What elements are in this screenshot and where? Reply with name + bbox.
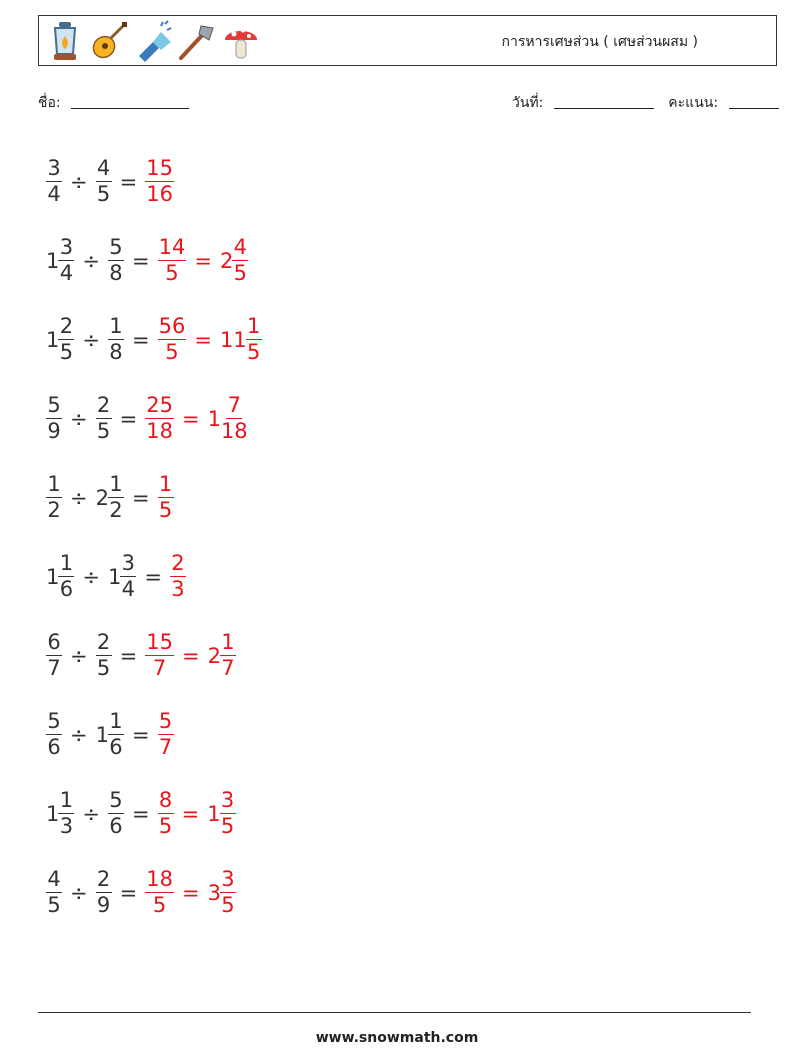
numerator: 5 [47,709,61,733]
mixed-number [108,788,124,839]
mixed-number [46,393,62,444]
denominator: 5 [220,814,235,838]
fraction [46,709,62,760]
divide-sign: ÷ [70,643,88,668]
problem-row [46,379,262,458]
mixed-number [158,472,174,523]
fraction [58,788,74,839]
numerator: 1 [59,551,74,575]
mixed-number [208,867,236,918]
fraction [96,156,112,207]
fraction [145,867,174,918]
header-icons [45,20,261,62]
fraction [158,235,187,286]
fraction [58,551,74,602]
denominator: 16 [146,182,173,206]
name-field [38,92,189,114]
divide-sign: ÷ [82,564,100,589]
lantern-icon [45,20,85,62]
fraction [158,709,174,760]
mixed-number [46,630,62,681]
divide-sign: ÷ [82,248,100,273]
numerator: 5 [47,393,61,417]
mixed-number [158,314,187,365]
problem-row [46,616,262,695]
fraction [96,630,112,681]
problem-row [46,300,262,379]
divide-sign: ÷ [70,406,88,431]
numerator: 5 [158,709,173,733]
mixed-number [220,235,248,286]
fraction [220,867,236,918]
denominator: 5 [47,893,61,917]
problem-row [46,695,262,774]
fraction [108,314,124,365]
numerator: 56 [158,314,186,338]
equals-sign: = [131,801,150,826]
equals-sign: = [131,485,150,510]
mixed-number [208,630,236,681]
mixed-number [96,156,112,207]
date-score-fields [512,92,779,114]
mixed-number [46,867,62,918]
score-label: คะแนน: [668,95,719,111]
equals-sign: = [194,327,212,352]
mixed-number [46,472,62,523]
denominator: 5 [158,498,173,522]
denominator: 9 [47,419,61,443]
answer [158,709,174,760]
fraction [58,314,74,365]
fraction [220,393,249,444]
mixed-number [108,551,136,602]
date-blank [554,94,654,109]
numerator: 5 [109,235,123,259]
footer-divider [38,1012,751,1013]
problem-row [46,853,262,932]
fraction [232,235,248,286]
mixed-number [96,393,112,444]
answer [158,788,236,839]
problem-row [46,221,262,300]
denominator: 18 [146,419,173,443]
answer [145,393,248,444]
date-label: วันที่: [512,95,544,111]
mixed-number [207,788,235,839]
fraction [145,156,174,207]
numerator: 2 [59,314,74,338]
denominator: 18 [220,419,248,443]
denominator: 4 [59,261,74,285]
denominator: 6 [109,735,123,759]
denominator: 5 [59,340,74,364]
mixed-number [158,709,174,760]
equals-sign: = [119,880,138,905]
equals-sign: = [194,248,212,273]
numerator: 1 [109,314,123,338]
whole-part: 1 [46,327,60,352]
mixed-number [46,156,62,207]
answer [145,156,174,207]
name-label: ชื่อ: [38,95,61,111]
mixed-number [220,314,262,365]
equals-sign: = [181,643,200,668]
denominator: 5 [96,419,111,443]
mixed-number [46,709,62,760]
mixed-number [46,788,74,839]
whole-part: 2 [207,643,221,668]
divide-sign: ÷ [70,880,88,905]
numerator: 4 [233,235,247,259]
divide-sign: ÷ [70,485,88,510]
fraction [46,867,62,918]
worksheet-title: การหารเศษส่วน ( เศษส่วนผสม ) [501,34,698,50]
mixed-number [145,630,174,681]
mixed-number [46,551,74,602]
denominator: 5 [96,182,111,206]
fraction [96,393,112,444]
fraction [158,788,174,839]
answer [158,472,174,523]
denominator: 2 [47,498,61,522]
whole-part: 3 [207,880,221,905]
mixed-number [96,630,112,681]
denominator: 3 [171,577,185,601]
denominator: 3 [59,814,74,838]
equals-sign: = [119,406,138,431]
flashlight-icon [133,20,173,62]
numerator: 3 [220,788,235,812]
score-blank [729,94,779,109]
fraction [46,156,62,207]
numerator: 2 [96,393,111,417]
mixed-number [170,551,186,602]
whole-part: 1 [46,564,60,589]
denominator: 5 [158,814,173,838]
equals-sign: = [131,327,150,352]
whole-part: 1 [46,248,60,273]
fraction [145,393,174,444]
numerator: 1 [109,709,123,733]
numerator: 2 [96,630,111,654]
denominator: 6 [109,814,123,838]
denominator: 9 [96,893,111,917]
denominator: 6 [47,735,61,759]
whole-part: 2 [95,485,109,510]
whole-part: 11 [219,327,247,352]
mixed-number [108,314,124,365]
whole-part: 1 [207,406,221,431]
fraction [46,472,62,523]
fraction [220,788,236,839]
mixed-number [145,156,174,207]
numerator: 3 [47,156,61,180]
problem-list [46,142,262,932]
denominator: 5 [165,340,179,364]
denominator: 5 [246,340,261,364]
equals-sign: = [131,722,150,747]
numerator: 4 [47,867,61,891]
mixed-number [108,235,124,286]
whole-part: 1 [46,801,60,826]
fraction [96,867,112,918]
numerator: 1 [246,314,261,338]
axe-icon [177,20,217,62]
fraction [46,630,62,681]
denominator: 4 [121,577,136,601]
fraction [158,314,187,365]
denominator: 7 [152,656,167,680]
mixed-number [46,314,74,365]
equals-sign: = [119,643,138,668]
numerator: 2 [96,867,111,891]
fraction [108,235,124,286]
worksheet-header [38,15,777,66]
fraction [220,630,236,681]
equals-sign: = [181,801,200,826]
divide-sign: ÷ [70,722,88,747]
numerator: 3 [121,551,136,575]
numerator: 1 [221,630,235,654]
whole-part: 1 [95,722,109,747]
numerator: 1 [109,472,123,496]
answer [145,630,236,681]
numerator: 25 [146,393,173,417]
numerator: 15 [146,156,173,180]
mixed-number [96,472,124,523]
numerator: 4 [96,156,111,180]
denominator: 5 [221,893,235,917]
answer [145,867,236,918]
numerator: 1 [59,788,74,812]
numerator: 2 [171,551,185,575]
problem-row [46,774,262,853]
fraction [120,551,136,602]
fraction [170,551,186,602]
denominator: 7 [221,656,235,680]
denominator: 7 [47,656,61,680]
whole-part: 2 [219,248,234,273]
numerator: 3 [221,867,235,891]
divide-sign: ÷ [82,801,100,826]
problem-row [46,142,262,221]
denominator: 7 [158,735,173,759]
fraction [58,235,74,286]
denominator: 5 [233,261,247,285]
denominator: 6 [59,577,74,601]
mixed-number [96,867,112,918]
fraction [108,709,124,760]
guitar-icon [89,20,129,62]
divide-sign: ÷ [82,327,100,352]
numerator: 6 [47,630,61,654]
equals-sign: = [181,406,200,431]
numerator: 1 [158,472,173,496]
mixed-number [158,788,174,839]
answer [158,314,262,365]
fraction [158,472,174,523]
numerator: 15 [146,630,173,654]
fraction [145,630,174,681]
numerator: 8 [158,788,173,812]
whole-part: 1 [107,564,122,589]
mixed-number [46,235,74,286]
answer [158,235,249,286]
problem-row [46,537,262,616]
numerator: 7 [227,393,241,417]
problem-row [46,458,262,537]
numerator: 14 [158,235,186,259]
denominator: 5 [165,261,179,285]
numerator: 3 [59,235,74,259]
mushroom-icon [221,20,261,62]
denominator: 8 [109,340,123,364]
numerator: 1 [47,472,61,496]
denominator: 8 [109,261,123,285]
mixed-number [145,867,174,918]
fraction [246,314,262,365]
numerator: 18 [146,867,173,891]
equals-sign: = [131,248,150,273]
mixed-number [158,235,187,286]
mixed-number [96,709,124,760]
divide-sign: ÷ [70,169,88,194]
whole-part: 1 [207,801,221,826]
fraction [108,472,124,523]
equals-sign: = [119,169,138,194]
mixed-number [208,393,249,444]
name-blank [71,94,189,109]
fraction [46,393,62,444]
mixed-number [145,393,174,444]
answer [170,551,186,602]
fraction [108,788,124,839]
equals-sign: = [181,880,200,905]
denominator: 5 [96,656,111,680]
footer-site: www.snowmath.com [315,1030,479,1046]
numerator: 5 [109,788,123,812]
denominator: 2 [109,498,123,522]
denominator: 4 [47,182,61,206]
denominator: 5 [152,893,167,917]
equals-sign: = [144,564,162,589]
